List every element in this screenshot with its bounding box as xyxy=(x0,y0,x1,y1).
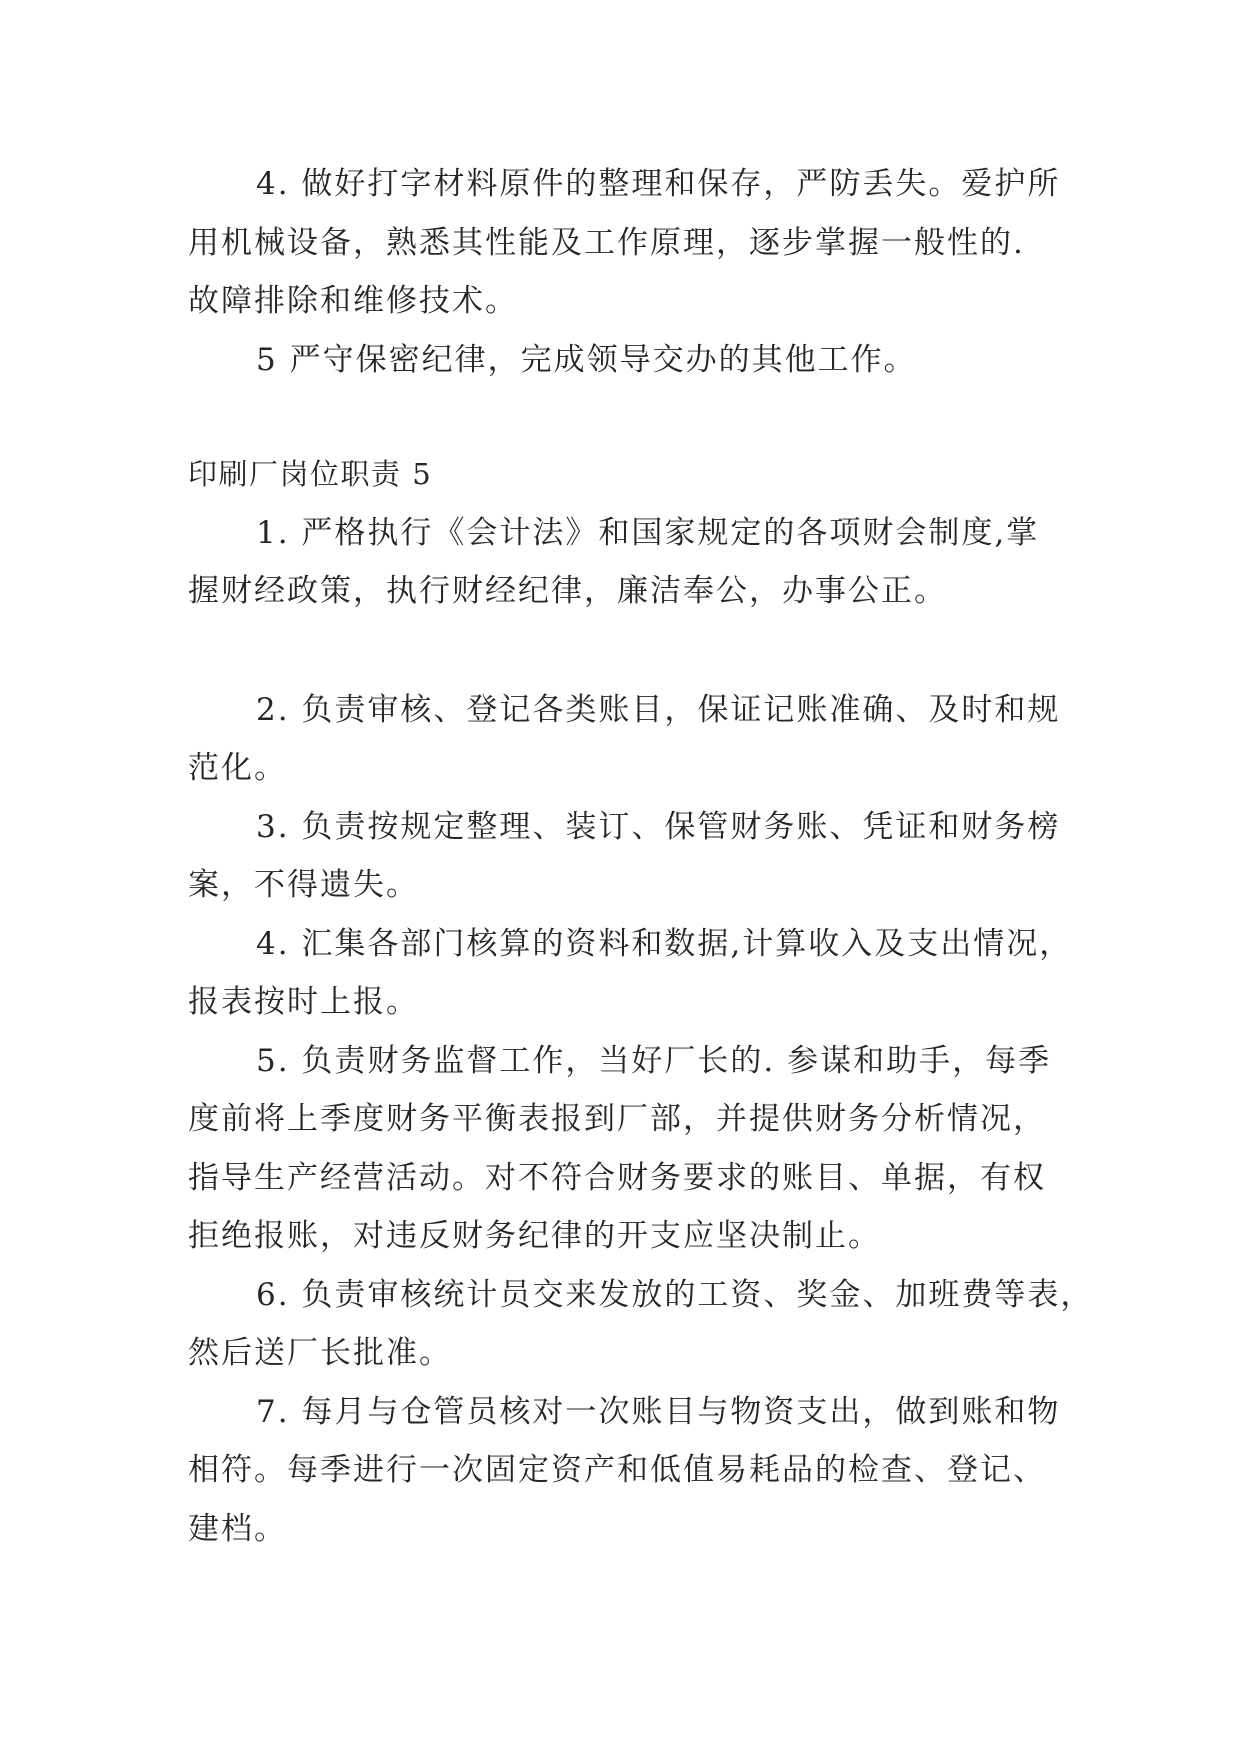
paragraph-line: 4. 做好打字材料原件的整理和保存，严防丢失。爱护所 xyxy=(256,166,1061,202)
duty-item-4 xyxy=(188,915,1073,1032)
paragraph-line: 7. 每月与仓管员核对一次账目与物资支出，做到账和物 xyxy=(256,1393,1061,1430)
paragraph-line: 范化。 xyxy=(188,750,287,786)
paragraph-line: 2. 负责审核、登记各类账目，保证记账准确、及时和规 xyxy=(256,691,1061,728)
paragraph-line: 度前将上季度财务平衡表报到厂部，并提供财务分析情况， xyxy=(188,1101,1046,1137)
paragraph-line: 5 严守保密纪律，完成领导交办的其他工作。 xyxy=(256,341,917,378)
paragraph-item-4 xyxy=(188,155,1068,331)
paragraph-line: 4. 汇集各部门核算的资料和数据,计算收入及支出情况， xyxy=(256,925,1073,962)
duty-item-6 xyxy=(188,1266,1094,1383)
paragraph-line: 拒绝报账，对违反财务纪律的开支应坚决制止。 xyxy=(188,1218,881,1254)
duty-item-7 xyxy=(188,1383,1068,1559)
paragraph-line: 相符。每季进行一次固定资产和低值易耗品的检查、登记、 xyxy=(188,1452,1046,1488)
paragraph-item-5 xyxy=(188,331,1068,390)
paragraph-line: 6. 负责审核统计员交来发放的工资、奖金、加班费等表， xyxy=(256,1276,1094,1313)
paragraph-line: 用机械设备，熟悉其性能及工作原理，逐步掌握一般性的. xyxy=(188,224,1025,261)
paragraph-line: 3. 负责按规定整理、装订、保管财务账、凭证和财务榜 xyxy=(256,808,1061,845)
paragraph-line: 然后送厂长批准。 xyxy=(188,1335,452,1371)
paragraph-line: 握财经政策，执行财经纪律，廉洁奉公，办事公正。 xyxy=(188,573,947,609)
paragraph-line: 建档。 xyxy=(188,1510,287,1547)
paragraph-line: 报表按时上报。 xyxy=(188,984,419,1020)
duty-item-1 xyxy=(188,504,1068,621)
duty-item-3 xyxy=(188,798,1068,915)
duty-item-5 xyxy=(188,1032,1068,1266)
duty-item-2 xyxy=(188,681,1068,798)
paragraph-line: 指导生产经营活动。对不符合财务要求的账目、单据，有权 xyxy=(188,1159,1046,1196)
section-heading: 印刷厂岗位职责 5 xyxy=(188,457,433,491)
paragraph-line: 5. 负责财务监督工作，当好厂长的. 参谋和助手，每季 xyxy=(256,1042,1052,1079)
document-body xyxy=(188,155,1094,1558)
paragraph-line: 案，不得遗失。 xyxy=(188,867,419,903)
paragraph-line: 故障排除和维修技术。 xyxy=(188,283,518,319)
paragraph-line: 1. 严格执行《会计法》和国家规定的各项财会制度,掌 xyxy=(256,514,1040,551)
